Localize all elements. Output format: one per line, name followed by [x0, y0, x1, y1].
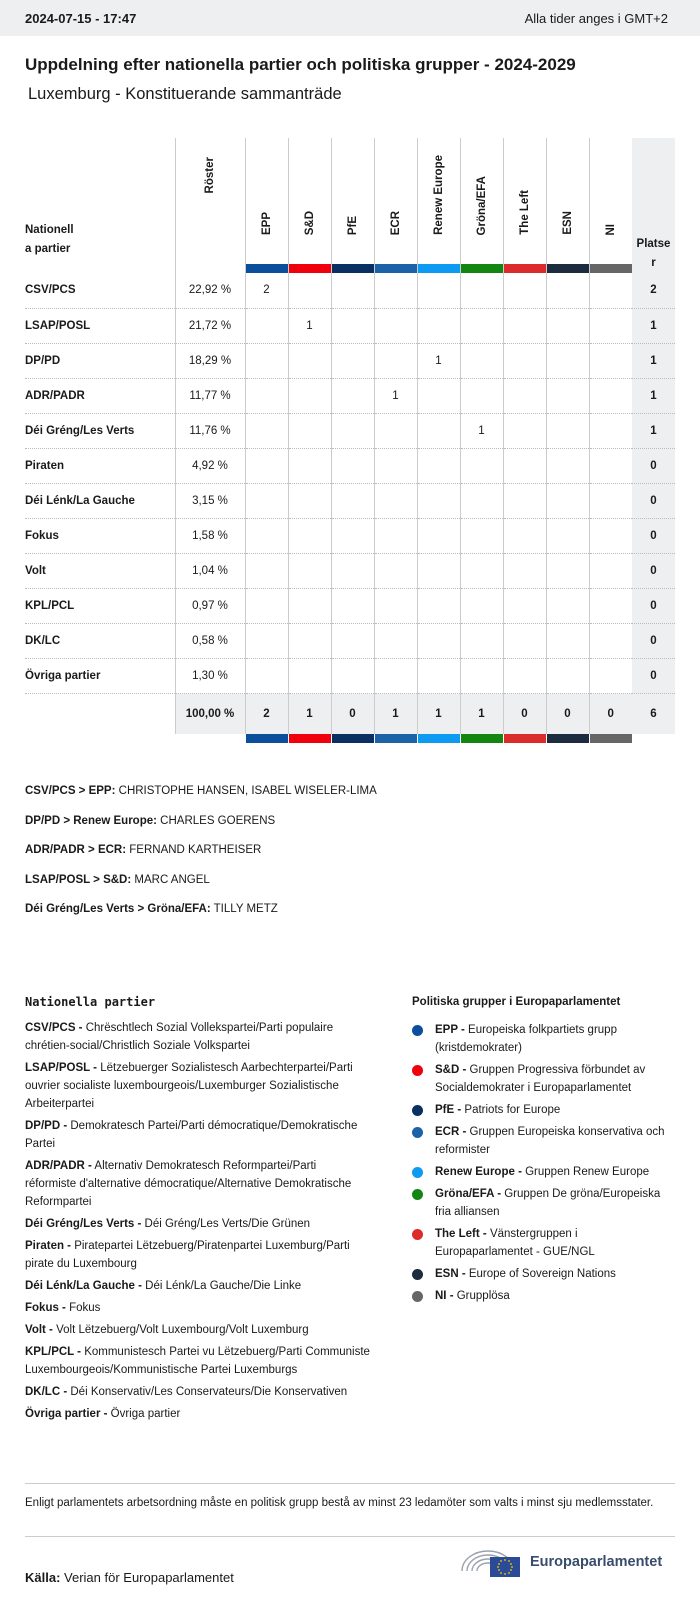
table-row — [25, 378, 675, 413]
group-seat-cell — [374, 518, 417, 553]
group-seat-cell — [546, 483, 589, 518]
group-color-bar — [590, 734, 633, 743]
party-name: ADR/PADR — [25, 378, 175, 413]
vote-share: 1,30 % — [175, 658, 245, 693]
group-seat-cell — [288, 273, 331, 308]
party-name: DP/PD — [25, 343, 175, 378]
group-seat-cell — [589, 308, 632, 343]
table-row — [25, 413, 675, 448]
political-groups-heading: Politiska grupper i Europaparlamentet — [412, 996, 621, 1008]
group-seat-cell — [417, 308, 460, 343]
group-seat-cell — [374, 553, 417, 588]
table-row — [25, 588, 675, 623]
group-seat-cell — [546, 623, 589, 658]
group-seat-cell — [503, 518, 546, 553]
group-color-dot-icon — [412, 1189, 423, 1200]
seat-count: 0 — [632, 483, 675, 518]
seat-count: 0 — [632, 623, 675, 658]
group-column-header: NI — [589, 138, 632, 273]
group-color-bar — [590, 264, 633, 273]
table-row — [25, 623, 675, 658]
group-seat-cell — [503, 413, 546, 448]
group-seat-cell — [288, 483, 331, 518]
group-seat-cell — [245, 658, 288, 693]
national-party-item: LSAP/POSL - Lëtzebuerger Sozialistesch Aarbechterpartei/Parti ouvrier socialiste luxembourgeois/Luxemburger Sozialistische Arbeiterpartei — [25, 1062, 353, 1110]
ep-logo[interactable] — [460, 1545, 662, 1579]
group-seat-cell — [245, 378, 288, 413]
table-row — [25, 273, 675, 308]
group-color-dot-icon — [412, 1269, 423, 1280]
group-seat-cell — [417, 273, 460, 308]
group-seat-cell — [460, 448, 503, 483]
national-party-item: Déi Lénk/La Gauche - Déi Lénk/La Gauche/Die Linke — [25, 1280, 302, 1292]
national-parties-heading: Nationella partier — [25, 995, 156, 1009]
table-row — [25, 483, 675, 518]
table-row — [25, 343, 675, 378]
group-seat-cell — [546, 308, 589, 343]
vote-share: 0,97 % — [175, 588, 245, 623]
group-seat-cell — [503, 658, 546, 693]
party-name: Volt — [25, 553, 175, 588]
top-bar — [0, 0, 700, 36]
group-seat-cell — [546, 413, 589, 448]
group-seat-cell — [503, 553, 546, 588]
group-seat-cell — [245, 343, 288, 378]
political-group-item: Gröna/EFA - Gruppen De gröna/Europeiska fria alliansen — [412, 1185, 677, 1221]
group-seat-cell — [546, 588, 589, 623]
seat-count: 1 — [632, 378, 675, 413]
party-name: DK/LC — [25, 623, 175, 658]
group-seat-cell — [417, 448, 460, 483]
group-seat-cell — [460, 343, 503, 378]
group-column-header: EPP — [245, 138, 288, 273]
group-seat-cell — [589, 378, 632, 413]
group-seat-cell — [589, 623, 632, 658]
total-votes: 100,00 % — [175, 693, 245, 734]
table-row — [25, 448, 675, 483]
group-seat-cell — [546, 518, 589, 553]
party-column-header: Nationell a partier — [25, 224, 74, 255]
group-seat-cell — [374, 623, 417, 658]
group-seat-cell — [503, 448, 546, 483]
group-seat-cell — [417, 553, 460, 588]
group-seat-cell — [546, 343, 589, 378]
total-group-seats: 0 — [589, 693, 632, 734]
group-seat-cell — [589, 658, 632, 693]
national-party-item: ADR/PADR - Alternativ Demokratesch Reformpartei/Parti réformiste d'alternative démocratique/Alternative Demokratische Reformpartei — [25, 1160, 352, 1208]
group-color-bar — [504, 264, 546, 273]
national-party-item: Déi Gréng/Les Verts - Déi Gréng/Les Verts/Die Grünen — [25, 1218, 311, 1230]
group-column-header: ECR — [374, 138, 417, 273]
group-seat-cell — [503, 343, 546, 378]
group-column-header: The Left — [503, 138, 546, 273]
party-name: Déi Gréng/Les Verts — [25, 413, 175, 448]
total-group-seats: 0 — [546, 693, 589, 734]
seat-count: 1 — [632, 343, 675, 378]
logo-text: Europaparlamentet — [530, 1554, 663, 1570]
vote-share: 11,77 % — [175, 378, 245, 413]
group-seat-cell — [288, 378, 331, 413]
group-color-bar — [332, 734, 374, 743]
group-seat-cell — [288, 623, 331, 658]
group-seat-cell — [374, 483, 417, 518]
group-seat-cell — [589, 553, 632, 588]
group-seat-cell — [546, 658, 589, 693]
group-seat-cell — [288, 448, 331, 483]
group-seat-cell — [417, 518, 460, 553]
seat-count: 1 — [632, 308, 675, 343]
total-group-seats: 1 — [374, 693, 417, 734]
party-name: KPL/PCL — [25, 588, 175, 623]
group-color-dot-icon — [412, 1025, 423, 1036]
group-seat-cell — [245, 518, 288, 553]
group-seat-cell — [546, 448, 589, 483]
group-seat-cell — [589, 273, 632, 308]
group-color-bar — [418, 734, 460, 743]
group-column-header: S&D — [288, 138, 331, 273]
group-color-dot-icon — [412, 1127, 423, 1138]
group-seat-cell — [417, 623, 460, 658]
group-seat-cell — [374, 308, 417, 343]
group-seat-cell — [460, 378, 503, 413]
group-seat-cell — [374, 273, 417, 308]
total-group-seats: 0 — [503, 693, 546, 734]
group-color-bar — [461, 264, 503, 273]
national-party-item: Fokus - Fokus — [25, 1302, 101, 1314]
group-seat-cell — [503, 308, 546, 343]
mep-line: DP/PD > Renew Europe: CHARLES GOERENS — [25, 814, 276, 827]
group-seat-cell — [245, 623, 288, 658]
national-party-item: Volt - Volt Lëtzebuerg/Volt Luxembourg/Volt Luxemburg — [25, 1324, 309, 1336]
vote-share: 21,72 % — [175, 308, 245, 343]
group-color-dot-icon — [412, 1167, 423, 1178]
group-color-dot-icon — [412, 1291, 423, 1302]
group-seat-cell — [245, 483, 288, 518]
group-color-bar — [289, 264, 331, 273]
group-seat-cell — [288, 553, 331, 588]
page-title: Uppdelning efter nationella partier och politiska grupper - 2024-2029 — [25, 55, 576, 74]
party-name: Övriga partier — [25, 658, 175, 693]
total-group-seats: 2 — [245, 693, 288, 734]
vote-share: 18,29 % — [175, 343, 245, 378]
vote-share: 11,76 % — [175, 413, 245, 448]
vote-share: 3,15 % — [175, 483, 245, 518]
total-blank — [25, 693, 175, 734]
group-color-bar — [246, 734, 288, 743]
vote-share: 22,92 % — [175, 273, 245, 308]
group-seat-cell — [546, 273, 589, 308]
group-color-bar — [246, 264, 288, 273]
national-party-item: Piraten - Piratepartei Lëtzebuerg/Piratenpartei Luxemburg/Parti pirate du Luxembourg — [25, 1240, 350, 1270]
party-name: CSV/PCS — [25, 273, 175, 308]
source-label: Källa: — [25, 1570, 61, 1585]
page-subtitle: Luxemburg - Konstituerande sammanträde — [28, 85, 342, 103]
parliament-hemicycle-icon — [460, 1545, 522, 1579]
group-seat-cell — [503, 483, 546, 518]
seat-count: 0 — [632, 518, 675, 553]
political-group-item: ECR - Gruppen Europeiska konservativa och reformister — [412, 1123, 677, 1159]
national-party-item: DK/LC - Déi Konservativ/Les Conservateurs/Die Konservativen — [25, 1386, 348, 1398]
group-seat-cell — [331, 448, 374, 483]
total-group-seats: 1 — [288, 693, 331, 734]
seat-count: 0 — [632, 553, 675, 588]
total-seats: 6 — [632, 693, 675, 734]
group-color-dot-icon — [412, 1065, 423, 1076]
group-seat-cell — [460, 483, 503, 518]
group-color-bar — [461, 734, 503, 743]
group-seat-cell: 1 — [417, 343, 460, 378]
group-seat-cell — [503, 273, 546, 308]
group-seat-cell — [417, 588, 460, 623]
group-seat-cell — [460, 588, 503, 623]
group-color-bar — [289, 734, 331, 743]
political-groups-legend — [412, 993, 677, 1309]
group-seat-cell — [374, 588, 417, 623]
party-name: LSAP/POSL — [25, 308, 175, 343]
group-column-header: Gröna/EFA — [460, 138, 503, 273]
group-seat-cell — [245, 553, 288, 588]
group-seat-cell — [288, 518, 331, 553]
mep-line: CSV/PCS > EPP: CHRISTOPHE HANSEN, ISABEL WISELER-LIMA — [25, 785, 377, 797]
group-seat-cell — [589, 588, 632, 623]
group-seat-cell — [460, 308, 503, 343]
total-row — [25, 693, 675, 734]
group-seat-cell — [331, 518, 374, 553]
table-header-row — [25, 138, 675, 273]
group-seat-cell — [503, 623, 546, 658]
group-seat-cell — [417, 483, 460, 518]
group-seat-cell — [417, 378, 460, 413]
group-seat-cell — [546, 553, 589, 588]
group-color-bar — [332, 264, 374, 273]
political-group-item: S&D - Gruppen Progressiva förbundet av Socialdemokrater i Europaparlamentet — [412, 1061, 677, 1097]
group-color-bar — [375, 264, 417, 273]
seat-count: 1 — [632, 413, 675, 448]
source-line — [25, 1570, 234, 1585]
group-color-bar — [375, 734, 417, 743]
total-group-seats: 0 — [331, 693, 374, 734]
group-seat-cell — [245, 448, 288, 483]
group-seat-cell — [503, 588, 546, 623]
group-color-bar — [547, 734, 589, 743]
results-table — [25, 138, 675, 734]
table-row — [25, 308, 675, 343]
timestamp: 2024-07-15 - 17:47 — [25, 10, 137, 26]
group-seat-cell — [589, 343, 632, 378]
group-seat-cell — [460, 553, 503, 588]
table-row — [25, 553, 675, 588]
party-name: Déi Lénk/La Gauche — [25, 483, 175, 518]
group-seat-cell — [331, 378, 374, 413]
source-text: Verian för Europaparlamentet — [60, 1570, 234, 1585]
group-seat-cell — [331, 588, 374, 623]
political-group-item: Renew Europe - Gruppen Renew Europe — [412, 1163, 677, 1181]
group-color-bar — [547, 264, 589, 273]
group-seat-cell — [331, 623, 374, 658]
group-seat-cell — [331, 308, 374, 343]
group-seat-cell — [374, 448, 417, 483]
group-color-dot-icon — [412, 1105, 423, 1116]
group-column-header: Renew Europe — [417, 138, 460, 273]
group-color-bar — [504, 734, 546, 743]
total-group-seats: 1 — [417, 693, 460, 734]
group-seat-cell — [288, 413, 331, 448]
group-seat-cell — [460, 273, 503, 308]
group-seat-cell — [288, 658, 331, 693]
timezone-note: Alla tider anges i GMT+2 — [524, 10, 668, 26]
group-seat-cell — [331, 483, 374, 518]
group-seat-cell — [331, 553, 374, 588]
total-group-seats: 1 — [460, 693, 503, 734]
vote-share: 1,58 % — [175, 518, 245, 553]
group-seat-cell — [374, 343, 417, 378]
seat-count: 2 — [632, 273, 675, 308]
group-seat-cell — [374, 658, 417, 693]
group-seat-cell — [245, 308, 288, 343]
votes-column-header: Röster — [175, 138, 245, 273]
vote-share: 0,58 % — [175, 623, 245, 658]
mep-line: LSAP/POSL > S&D: MARC ANGEL — [25, 873, 210, 886]
group-seat-cell — [589, 413, 632, 448]
group-seat-cell — [503, 378, 546, 413]
group-seat-cell — [374, 413, 417, 448]
group-column-header: ESN — [546, 138, 589, 273]
group-seat-cell — [331, 273, 374, 308]
group-column-header: PfE — [331, 138, 374, 273]
group-seat-cell — [460, 658, 503, 693]
group-seat-cell — [460, 623, 503, 658]
rules-note: Enligt parlamentets arbetsordning måste en politisk grupp bestå av minst 23 ledamöter som valts i minst sju medlemsstater. — [25, 1483, 675, 1537]
seat-count: 0 — [632, 658, 675, 693]
group-seat-cell — [546, 378, 589, 413]
political-group-item: PfE - Patriots for Europe — [412, 1101, 677, 1119]
table-row — [25, 658, 675, 693]
group-seat-cell: 1 — [288, 308, 331, 343]
national-party-item: CSV/PCS - Chrëschtlech Sozial Vollekspartei/Parti populaire chrétien-social/Christlich Soziale Volkspartei — [25, 1022, 334, 1052]
group-seat-cell — [417, 413, 460, 448]
political-group-item: ESN - Europe of Sovereign Nations — [412, 1265, 677, 1283]
political-group-item: EPP - Europeiska folkpartiets grupp (kristdemokrater) — [412, 1021, 677, 1057]
group-seat-cell — [245, 413, 288, 448]
mep-line: Déi Gréng/Les Verts > Gröna/EFA: TILLY METZ — [25, 903, 278, 915]
vote-share: 1,04 % — [175, 553, 245, 588]
group-seat-cell — [288, 343, 331, 378]
elected-meps-list — [25, 785, 377, 933]
group-seat-cell — [331, 413, 374, 448]
group-color-bar — [418, 264, 460, 273]
group-seat-cell — [589, 483, 632, 518]
national-party-item: KPL/PCL - Kommunistesch Partei vu Lëtzebuerg/Parti Communiste Luxembourgeois/Kommunistische Partei Luxemburgs — [25, 1346, 370, 1376]
group-color-dot-icon — [412, 1229, 423, 1240]
group-seat-cell — [331, 658, 374, 693]
political-group-item: NI - Grupplösa — [412, 1287, 677, 1305]
mep-line: ADR/PADR > ECR: FERNAND KARTHEISER — [25, 844, 262, 856]
group-seat-cell: 1 — [374, 378, 417, 413]
national-parties-legend — [25, 993, 370, 1427]
national-party-item: DP/PD - Demokratesch Partei/Parti démocratique/Demokratische Partei — [25, 1120, 358, 1150]
group-seat-cell — [288, 588, 331, 623]
group-seat-cell: 1 — [460, 413, 503, 448]
seats-column-header: Platse r — [632, 138, 675, 273]
group-seat-cell — [245, 588, 288, 623]
party-name: Piraten — [25, 448, 175, 483]
group-seat-cell — [331, 343, 374, 378]
national-party-item: Övriga partier - Övriga partier — [25, 1408, 181, 1420]
group-seat-cell — [589, 448, 632, 483]
seat-count: 0 — [632, 588, 675, 623]
seat-count: 0 — [632, 448, 675, 483]
group-seat-cell — [417, 658, 460, 693]
table-row — [25, 518, 675, 553]
group-seat-cell — [460, 518, 503, 553]
group-seat-cell — [589, 518, 632, 553]
group-seat-cell: 2 — [245, 273, 288, 308]
vote-share: 4,92 % — [175, 448, 245, 483]
party-name: Fokus — [25, 518, 175, 553]
political-group-item: The Left - Vänstergruppen i Europaparlamentet - GUE/NGL — [412, 1225, 677, 1261]
